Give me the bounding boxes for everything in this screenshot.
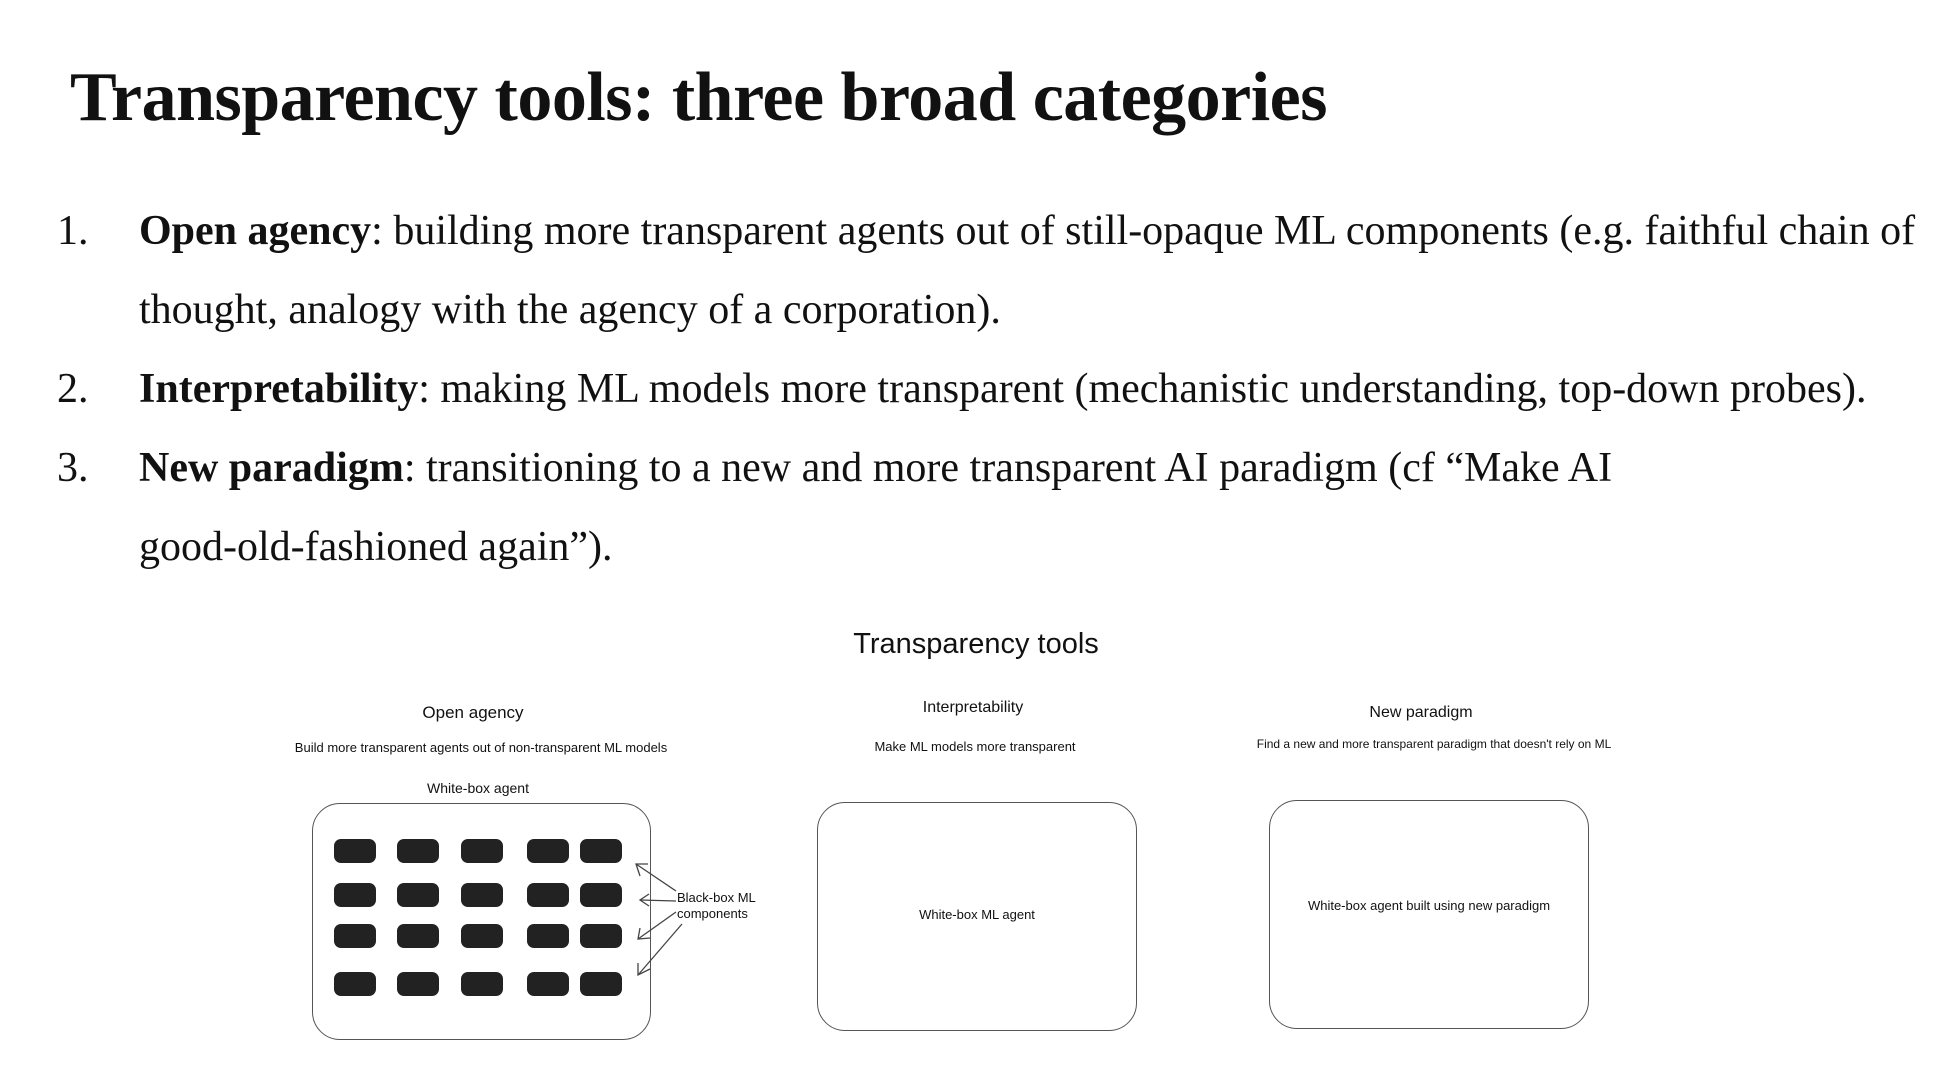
black-box-callout bbox=[677, 890, 756, 922]
list-term: Open agency bbox=[139, 208, 372, 254]
slide-title: Transparency tools: three broad categories bbox=[70, 59, 1327, 136]
column-heading-new-paradigm: New paradigm bbox=[1369, 704, 1473, 721]
white-box-ml-agent-box bbox=[817, 802, 1137, 1031]
column-heading-interpretability: Interpretability bbox=[922, 699, 1024, 716]
callout-arrow bbox=[638, 912, 676, 939]
list-number: 3. bbox=[57, 445, 89, 491]
list-term: Interpretability bbox=[139, 366, 419, 412]
box-label: White-box ML agent bbox=[919, 907, 1035, 922]
column-subheading-interpretability: Make ML models more transparent bbox=[874, 739, 1076, 754]
box-label: White-box agent built using new paradigm bbox=[1307, 898, 1551, 913]
list-text: : building more transparent agents out of still-opaque ML components (e.g. faithful chain of thought, analogy with the agency of a corporation). bbox=[139, 208, 1916, 333]
new-paradigm-agent-box bbox=[1269, 800, 1589, 1029]
callout-arrow bbox=[636, 864, 676, 891]
list-term: New paradigm bbox=[139, 445, 404, 491]
callout-line: Black-box ML bbox=[677, 890, 756, 905]
list-text: : transitioning to a new and more transparent AI paradigm (cf “Make AI good-old-fashioned again”). bbox=[139, 445, 1613, 570]
column-subheading-new-paradigm: Find a new and more transparent paradigm that doesn't rely on ML bbox=[1256, 737, 1612, 751]
column-heading-open-agency: Open agency bbox=[422, 703, 524, 722]
list-number: 2. bbox=[57, 366, 89, 412]
list-text: : making ML models more transparent (mechanistic understanding, top-down probes). bbox=[418, 366, 1867, 412]
callout-line: components bbox=[677, 906, 748, 921]
column-subheading-open-agency: Build more transparent agents out of non-transparent ML models bbox=[294, 740, 668, 755]
box-caption-white-box-agent: White-box agent bbox=[427, 780, 529, 796]
figure-title: Transparency tools bbox=[853, 628, 1099, 660]
callout-arrow bbox=[640, 900, 676, 901]
callout-arrow bbox=[638, 924, 682, 975]
list-number: 1. bbox=[57, 208, 89, 254]
